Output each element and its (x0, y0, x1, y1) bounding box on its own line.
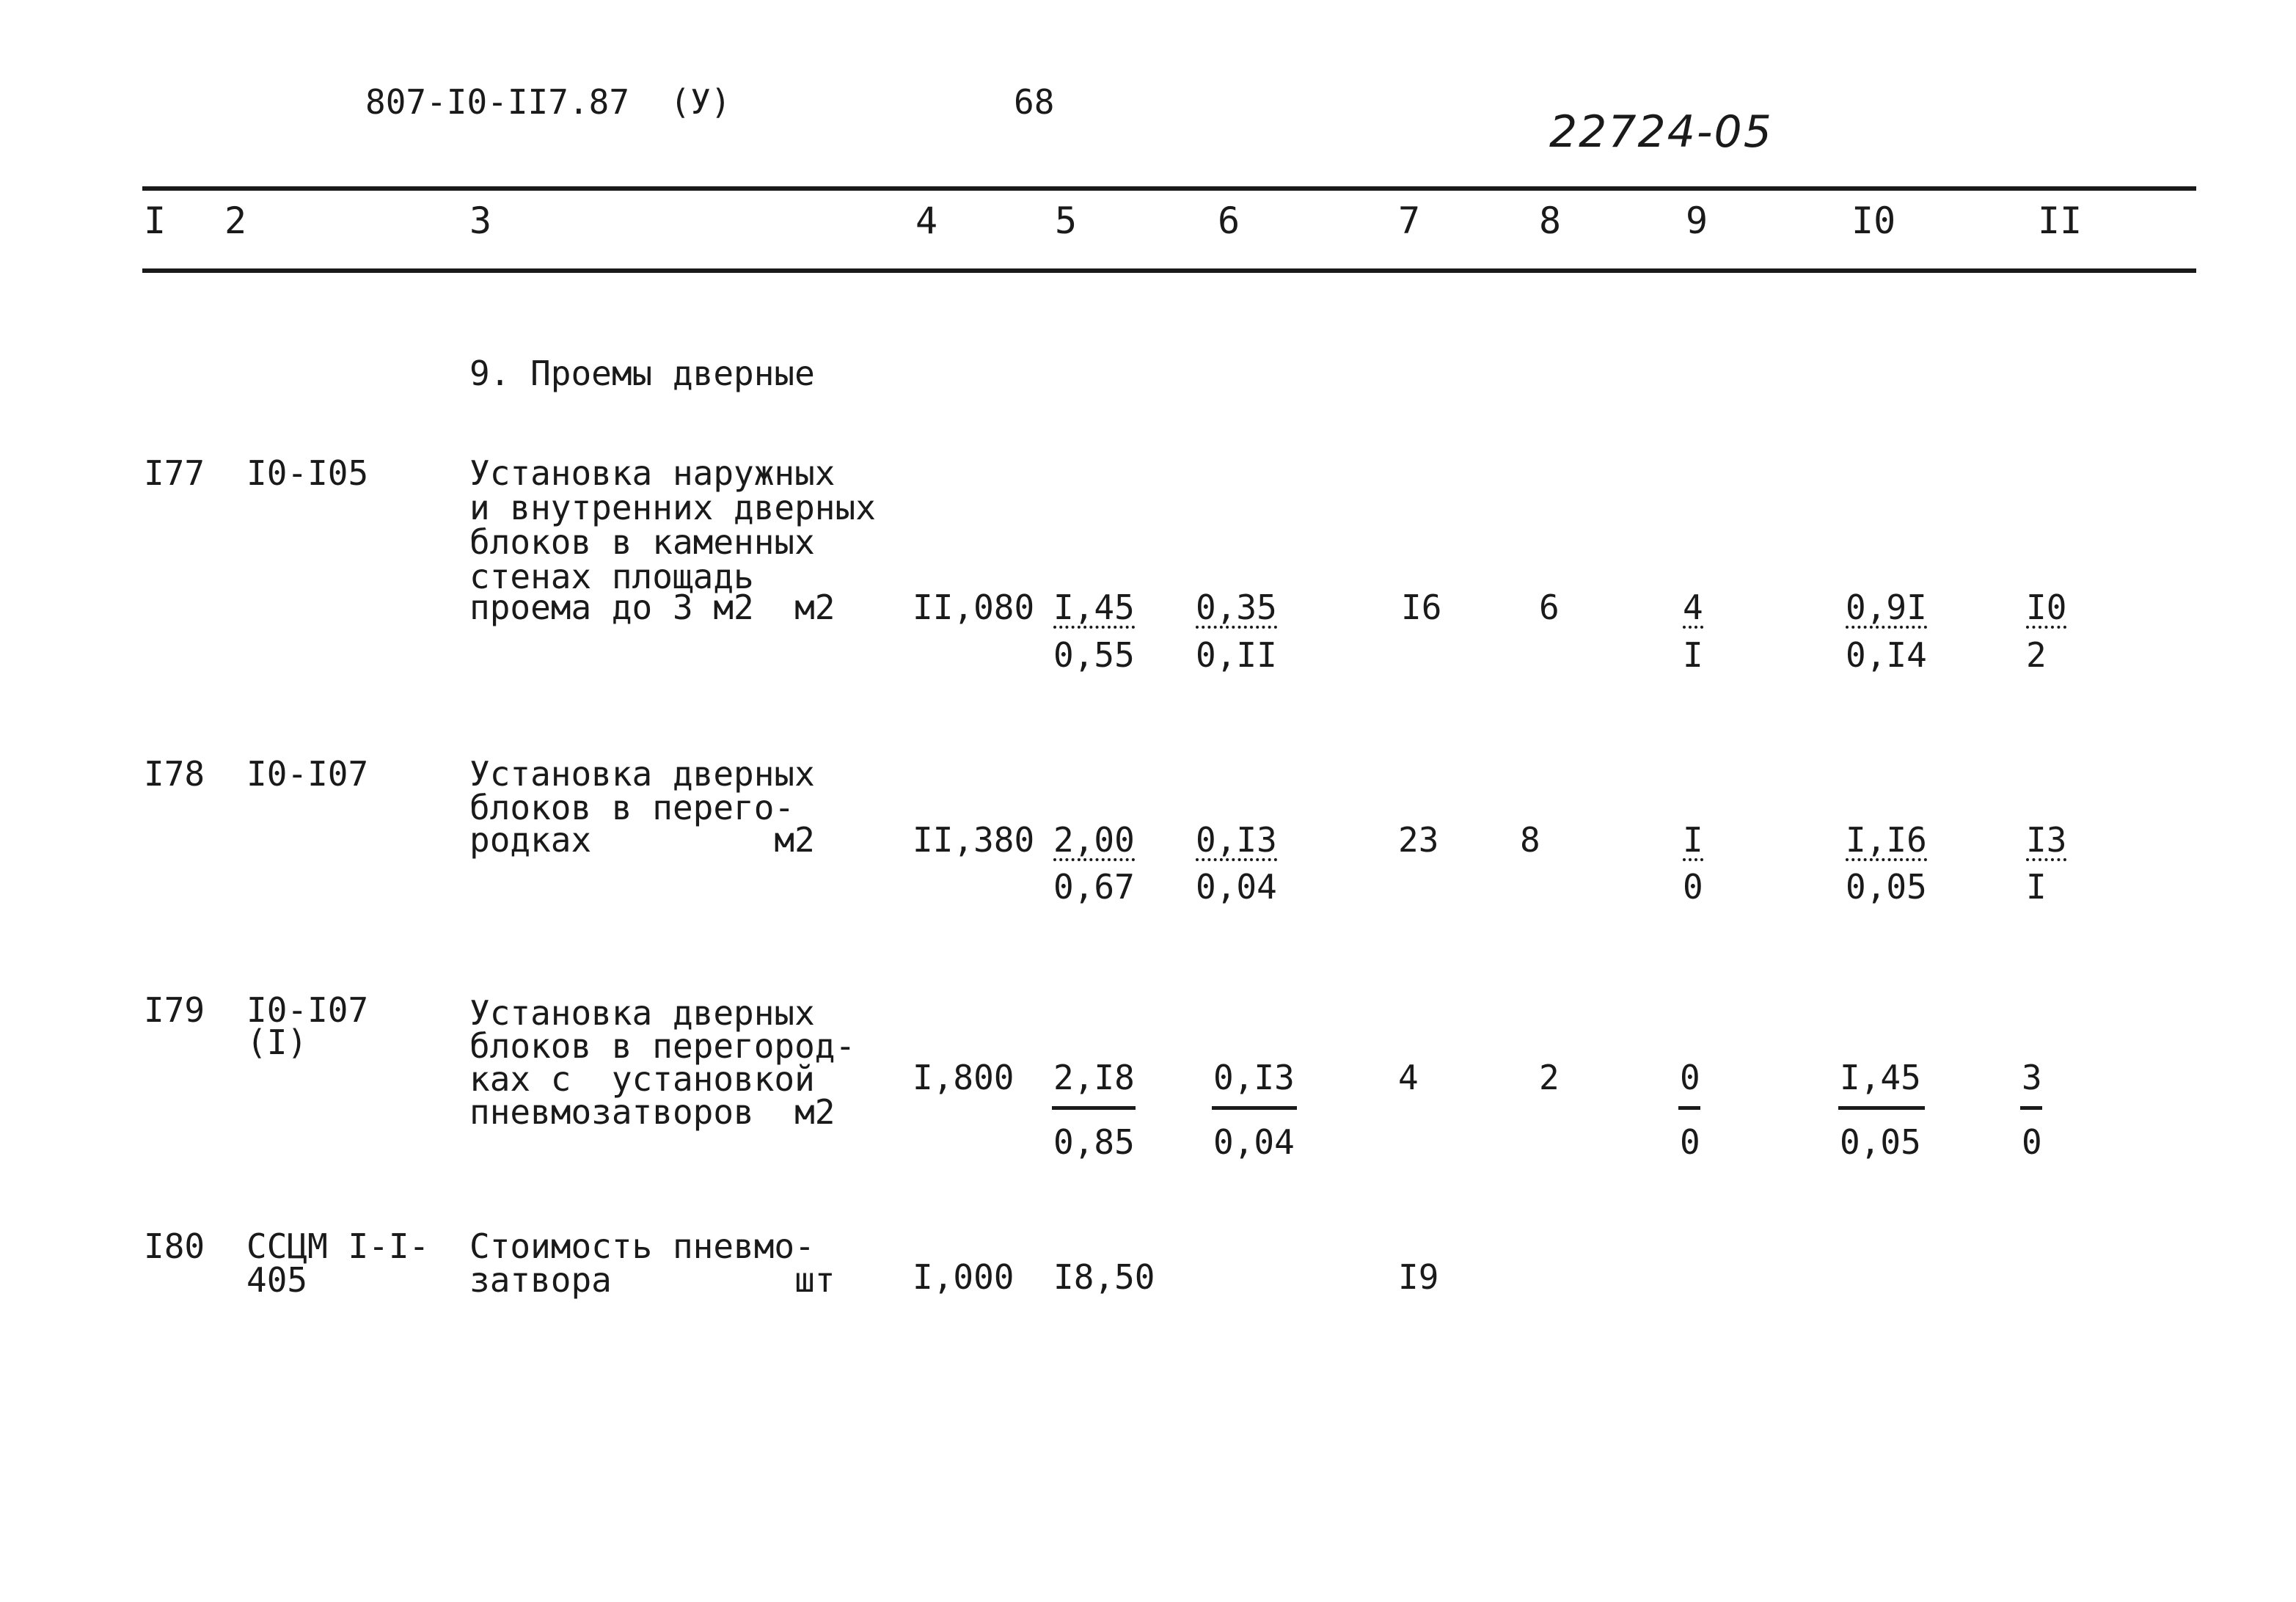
col9-top-value: 4 (1683, 588, 1703, 627)
section-title: 9. Проемы дверные (469, 354, 815, 393)
col11-bottom-value: 2 (2026, 635, 2047, 675)
col8-value: 8 (1520, 820, 1540, 860)
norm-code-suffix: (I) (246, 1023, 308, 1062)
col7-value: 4 (1398, 1058, 1419, 1097)
col6-bottom-value: 0,04 (1213, 1122, 1295, 1162)
column-header-3: 3 (469, 200, 492, 242)
col7-value: I9 (1398, 1257, 1439, 1297)
col6-bottom-value: 0,II (1196, 635, 1277, 675)
col7-value: I6 (1401, 588, 1442, 627)
col11-bottom-value: I (2026, 867, 2047, 907)
norm-code-suffix: 405 (246, 1260, 308, 1300)
col6-top-value: 0,I3 (1213, 1058, 1295, 1097)
col10-top-value: I,45 (1840, 1058, 1921, 1097)
col9-top-value: 0 (1680, 1058, 1700, 1097)
column-header-8: 8 (1539, 200, 1562, 242)
fraction-bar (2020, 1106, 2042, 1110)
quantity-value: I,800 (913, 1058, 1014, 1097)
column-header-6: 6 (1218, 200, 1240, 242)
col7-value: 23 (1398, 820, 1439, 860)
column-header-7: 7 (1398, 200, 1421, 242)
col11-top-value: 3 (2022, 1058, 2042, 1097)
row-number: I77 (144, 453, 205, 493)
norm-code: I0-I05 (246, 453, 369, 493)
handwritten-number: 22724-05 (1549, 106, 1773, 158)
row-number: I79 (144, 990, 205, 1030)
header-top-rule (142, 186, 2196, 191)
column-header-4: 4 (915, 200, 938, 242)
row-number: I78 (144, 754, 205, 794)
norm-code: I0-I07 (246, 754, 369, 794)
work-description-line: и внутренних дверных (469, 488, 876, 527)
fraction-bar (1052, 1106, 1136, 1110)
column-header-11: II (2038, 200, 2083, 242)
col6-top-value: 0,35 (1196, 588, 1277, 627)
col10-bottom-value: 0,05 (1846, 867, 1927, 907)
col6-bottom-value: 0,04 (1196, 867, 1277, 907)
col10-bottom-value: 0,05 (1840, 1122, 1921, 1162)
col9-top-value: I (1683, 820, 1703, 860)
col11-top-value: I3 (2026, 820, 2067, 860)
work-description-line: затвора шт (469, 1260, 836, 1300)
col11-top-value: I0 (2026, 588, 2067, 627)
col8-value: 2 (1539, 1058, 1560, 1097)
work-description-line: Установка дверных (469, 754, 815, 794)
col10-bottom-value: 0,I4 (1846, 635, 1927, 675)
column-header-5: 5 (1055, 200, 1078, 242)
col9-bottom-value: I (1683, 635, 1703, 675)
column-header-2: 2 (224, 200, 247, 242)
norm-code: I0-I07 (246, 990, 369, 1030)
col5-bottom-value: 0,55 (1053, 635, 1135, 675)
col5-top-value: I8,50 (1053, 1257, 1155, 1297)
work-description-line: блоков в каменных (469, 522, 815, 562)
col5-top-value: I,45 (1053, 588, 1135, 627)
work-description-line: Установка дверных (469, 993, 815, 1033)
col5-top-value: 2,00 (1053, 820, 1135, 860)
column-header-10: I0 (1851, 200, 1896, 242)
header-bottom-rule (142, 268, 2196, 273)
fraction-bar (1838, 1106, 1925, 1110)
col9-bottom-value: 0 (1680, 1122, 1700, 1162)
work-description-line: Стоимость пневмо- (469, 1226, 815, 1266)
col5-top-value: 2,I8 (1053, 1058, 1135, 1097)
col5-bottom-value: 0,85 (1053, 1122, 1135, 1162)
column-header-1: I (144, 200, 167, 242)
quantity-value: II,080 (913, 588, 1035, 627)
work-description-line: пневмозатворов м2 (469, 1092, 836, 1132)
work-description-line: Установка наружных (469, 453, 836, 493)
col8-value: 6 (1539, 588, 1560, 627)
fraction-bar (1678, 1106, 1700, 1110)
work-description-line: проема до 3 м2 м2 (469, 588, 836, 627)
document-code: 807-I0-II7.87 (У) (365, 82, 731, 122)
norm-code: ССЦМ I-I- (246, 1226, 430, 1266)
work-description-line: родках м2 (469, 820, 815, 860)
quantity-value: II,380 (913, 820, 1035, 860)
row-number: I80 (144, 1226, 205, 1266)
col11-bottom-value: 0 (2022, 1122, 2042, 1162)
work-description-line: блоков в перего- (469, 788, 795, 827)
quantity-value: I,000 (913, 1257, 1014, 1297)
page-number: 68 (1014, 82, 1055, 122)
work-description-line: ках с установкой (469, 1059, 815, 1099)
work-description-line: стенах площадь (469, 557, 754, 596)
col9-bottom-value: 0 (1683, 867, 1703, 907)
column-header-9: 9 (1686, 200, 1708, 242)
col5-bottom-value: 0,67 (1053, 867, 1135, 907)
col10-top-value: I,I6 (1846, 820, 1927, 860)
col10-top-value: 0,9I (1846, 588, 1927, 627)
fraction-bar (1212, 1106, 1297, 1110)
col6-top-value: 0,I3 (1196, 820, 1277, 860)
work-description-line: блоков в перегород- (469, 1026, 856, 1066)
